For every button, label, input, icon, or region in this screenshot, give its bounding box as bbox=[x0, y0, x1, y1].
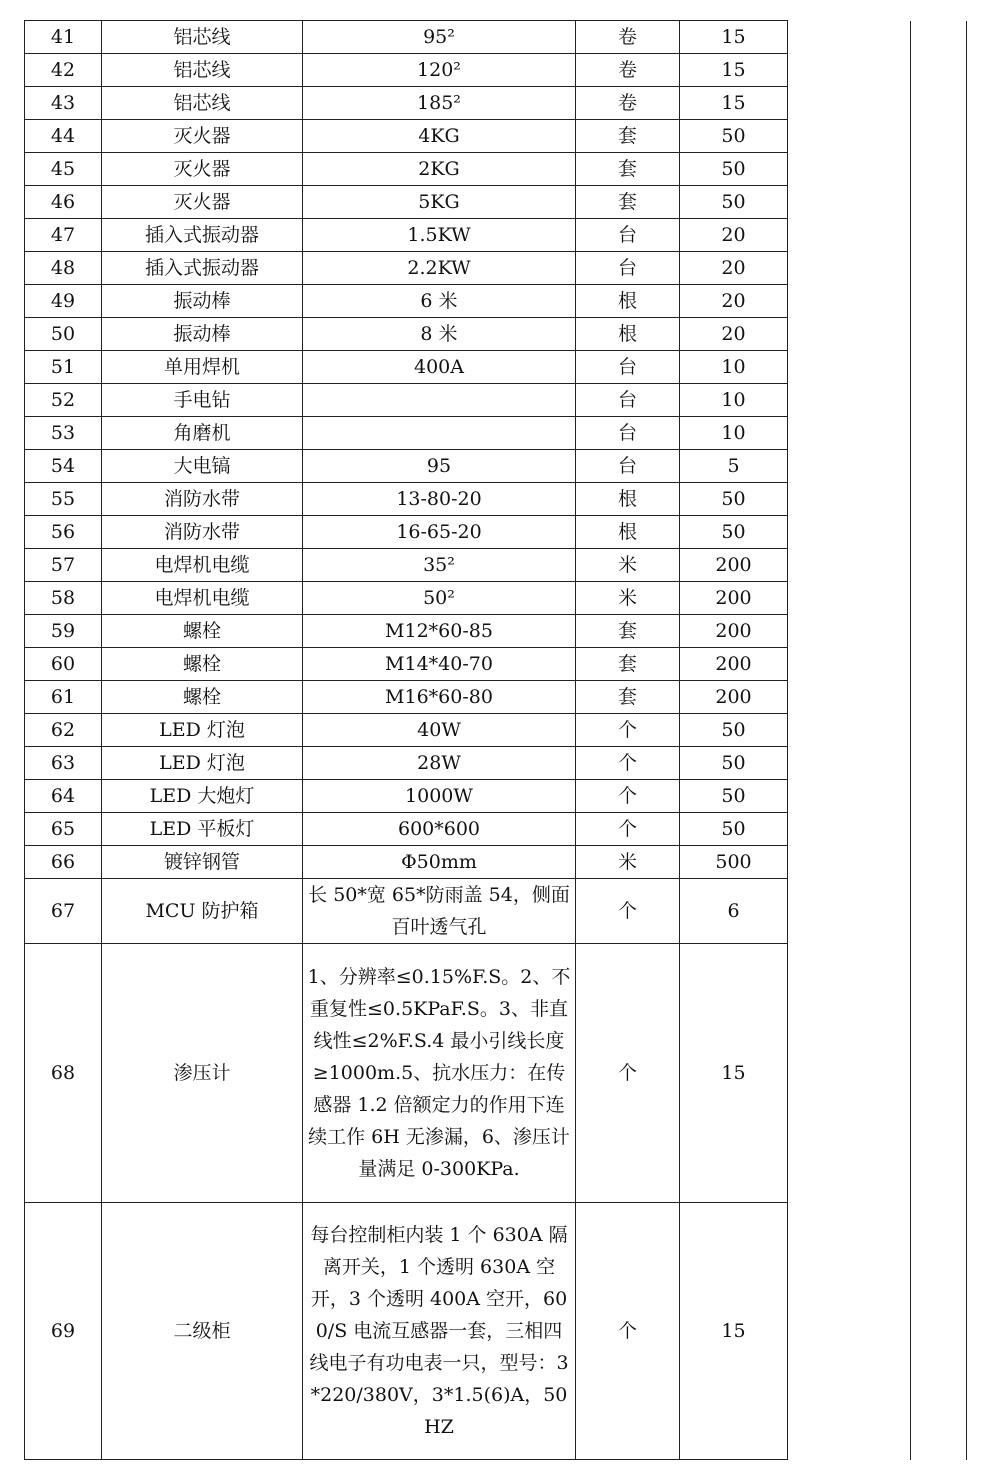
blank-cell bbox=[911, 516, 967, 549]
blank-cell bbox=[911, 252, 967, 285]
item-spec-cell: 长 50*宽 65*防雨盖 54，侧面百叶透气孔 bbox=[303, 879, 576, 944]
row-number-cell: 52 bbox=[25, 384, 102, 417]
item-name-cell: 灭火器 bbox=[102, 153, 303, 186]
table-row bbox=[25, 252, 967, 285]
item-name-cell: 手电钻 bbox=[102, 384, 303, 417]
row-number-cell: 49 bbox=[25, 285, 102, 318]
item-spec-cell: 2.2KW bbox=[303, 252, 576, 285]
item-qty-cell: 15 bbox=[680, 1203, 788, 1460]
table-row bbox=[25, 846, 967, 879]
blank-cell bbox=[911, 219, 967, 252]
table-row bbox=[25, 285, 967, 318]
item-qty-cell: 10 bbox=[680, 384, 788, 417]
item-unit-cell: 套 bbox=[576, 648, 680, 681]
item-spec-cell: 5KG bbox=[303, 186, 576, 219]
blank-cell bbox=[788, 944, 911, 1203]
item-name-cell: 插入式振动器 bbox=[102, 252, 303, 285]
blank-cell bbox=[788, 351, 911, 384]
row-number-cell: 48 bbox=[25, 252, 102, 285]
blank-cell bbox=[911, 681, 967, 714]
item-spec-cell: 4KG bbox=[303, 120, 576, 153]
item-unit-cell: 个 bbox=[576, 813, 680, 846]
item-spec-cell: 400A bbox=[303, 351, 576, 384]
item-spec-cell: 16-65-20 bbox=[303, 516, 576, 549]
item-qty-cell: 50 bbox=[680, 747, 788, 780]
blank-cell bbox=[911, 483, 967, 516]
row-number-cell: 63 bbox=[25, 747, 102, 780]
item-spec-cell: 185² bbox=[303, 87, 576, 120]
item-qty-cell: 50 bbox=[680, 516, 788, 549]
item-name-cell: 大电镐 bbox=[102, 450, 303, 483]
row-number-cell: 56 bbox=[25, 516, 102, 549]
blank-cell bbox=[788, 417, 911, 450]
blank-cell bbox=[911, 747, 967, 780]
item-unit-cell: 米 bbox=[576, 549, 680, 582]
blank-cell bbox=[911, 648, 967, 681]
item-name-cell: 消防水带 bbox=[102, 483, 303, 516]
blank-cell bbox=[788, 219, 911, 252]
blank-cell bbox=[788, 582, 911, 615]
row-number-cell: 50 bbox=[25, 318, 102, 351]
table-row bbox=[25, 549, 967, 582]
item-qty-cell: 15 bbox=[680, 944, 788, 1203]
table-row bbox=[25, 219, 967, 252]
item-unit-cell: 台 bbox=[576, 219, 680, 252]
table-row bbox=[25, 747, 967, 780]
table-row bbox=[25, 813, 967, 846]
item-unit-cell: 个 bbox=[576, 747, 680, 780]
item-spec-cell: 1000W bbox=[303, 780, 576, 813]
item-name-cell: 螺栓 bbox=[102, 681, 303, 714]
item-name-cell: 消防水带 bbox=[102, 516, 303, 549]
blank-cell bbox=[911, 417, 967, 450]
table-row bbox=[25, 714, 967, 747]
item-unit-cell: 个 bbox=[576, 780, 680, 813]
item-unit-cell: 根 bbox=[576, 483, 680, 516]
blank-cell bbox=[788, 615, 911, 648]
table-row bbox=[25, 681, 967, 714]
row-number-cell: 59 bbox=[25, 615, 102, 648]
item-unit-cell: 套 bbox=[576, 153, 680, 186]
blank-cell bbox=[788, 681, 911, 714]
table-row bbox=[25, 648, 967, 681]
item-unit-cell: 台 bbox=[576, 252, 680, 285]
blank-cell bbox=[788, 384, 911, 417]
blank-cell bbox=[788, 549, 911, 582]
blank-cell bbox=[788, 714, 911, 747]
blank-cell bbox=[911, 186, 967, 219]
table-row bbox=[25, 879, 967, 944]
item-unit-cell: 卷 bbox=[576, 87, 680, 120]
blank-cell bbox=[911, 21, 967, 54]
blank-cell bbox=[911, 846, 967, 879]
blank-cell bbox=[911, 582, 967, 615]
item-name-cell: 铝芯线 bbox=[102, 54, 303, 87]
item-name-cell: 振动棒 bbox=[102, 285, 303, 318]
blank-cell bbox=[788, 747, 911, 780]
item-qty-cell: 50 bbox=[680, 186, 788, 219]
table-row bbox=[25, 483, 967, 516]
blank-cell bbox=[788, 318, 911, 351]
item-spec-cell: M14*40-70 bbox=[303, 648, 576, 681]
item-qty-cell: 50 bbox=[680, 483, 788, 516]
table-row bbox=[25, 1203, 967, 1460]
item-unit-cell: 台 bbox=[576, 450, 680, 483]
item-unit-cell: 台 bbox=[576, 384, 680, 417]
table-row bbox=[25, 318, 967, 351]
item-qty-cell: 10 bbox=[680, 417, 788, 450]
blank-cell bbox=[788, 54, 911, 87]
row-number-cell: 62 bbox=[25, 714, 102, 747]
table-row bbox=[25, 450, 967, 483]
blank-cell bbox=[788, 813, 911, 846]
table-row bbox=[25, 87, 967, 120]
row-number-cell: 66 bbox=[25, 846, 102, 879]
row-number-cell: 64 bbox=[25, 780, 102, 813]
row-number-cell: 61 bbox=[25, 681, 102, 714]
item-name-cell: 镀锌钢管 bbox=[102, 846, 303, 879]
row-number-cell: 46 bbox=[25, 186, 102, 219]
item-qty-cell: 200 bbox=[680, 648, 788, 681]
item-spec-cell: 40W bbox=[303, 714, 576, 747]
item-unit-cell: 台 bbox=[576, 417, 680, 450]
item-name-cell: 插入式振动器 bbox=[102, 219, 303, 252]
item-spec-cell: M12*60-85 bbox=[303, 615, 576, 648]
blank-cell bbox=[911, 1203, 967, 1460]
item-unit-cell: 套 bbox=[576, 120, 680, 153]
blank-cell bbox=[911, 351, 967, 384]
table-row bbox=[25, 21, 967, 54]
item-qty-cell: 15 bbox=[680, 87, 788, 120]
item-name-cell: 铝芯线 bbox=[102, 21, 303, 54]
row-number-cell: 65 bbox=[25, 813, 102, 846]
item-name-cell: LED 灯泡 bbox=[102, 747, 303, 780]
blank-cell bbox=[911, 120, 967, 153]
row-number-cell: 57 bbox=[25, 549, 102, 582]
item-unit-cell: 个 bbox=[576, 944, 680, 1203]
item-name-cell: LED 灯泡 bbox=[102, 714, 303, 747]
blank-cell bbox=[911, 153, 967, 186]
item-qty-cell: 500 bbox=[680, 846, 788, 879]
blank-cell bbox=[788, 186, 911, 219]
table-body bbox=[25, 21, 967, 1460]
item-qty-cell: 50 bbox=[680, 780, 788, 813]
item-unit-cell: 个 bbox=[576, 879, 680, 944]
item-spec-cell: 每台控制柜内装 1 个 630A 隔离开关，1 个透明 630A 空开，3 个透明 400A 空开，600/S 电流互感器一套，三相四线电子有功电表一只，型号：3*220/380V，3*1.5(6)A，50HZ bbox=[303, 1203, 576, 1460]
item-unit-cell: 套 bbox=[576, 615, 680, 648]
item-qty-cell: 200 bbox=[680, 615, 788, 648]
blank-cell bbox=[788, 87, 911, 120]
item-spec-cell: Φ50mm bbox=[303, 846, 576, 879]
item-spec-cell: 8 米 bbox=[303, 318, 576, 351]
row-number-cell: 53 bbox=[25, 417, 102, 450]
blank-cell bbox=[788, 153, 911, 186]
item-qty-cell: 50 bbox=[680, 120, 788, 153]
table-row bbox=[25, 417, 967, 450]
blank-cell bbox=[911, 813, 967, 846]
item-unit-cell: 个 bbox=[576, 1203, 680, 1460]
item-qty-cell: 200 bbox=[680, 681, 788, 714]
item-qty-cell: 200 bbox=[680, 582, 788, 615]
blank-cell bbox=[788, 1203, 911, 1460]
item-unit-cell: 台 bbox=[576, 351, 680, 384]
item-unit-cell: 卷 bbox=[576, 21, 680, 54]
blank-cell bbox=[788, 285, 911, 318]
item-qty-cell: 15 bbox=[680, 54, 788, 87]
blank-cell bbox=[911, 318, 967, 351]
blank-cell bbox=[911, 944, 967, 1203]
item-unit-cell: 根 bbox=[576, 318, 680, 351]
row-number-cell: 55 bbox=[25, 483, 102, 516]
blank-cell bbox=[788, 450, 911, 483]
item-spec-cell: 35² bbox=[303, 549, 576, 582]
row-number-cell: 58 bbox=[25, 582, 102, 615]
item-spec-cell: 6 米 bbox=[303, 285, 576, 318]
item-unit-cell: 米 bbox=[576, 582, 680, 615]
item-qty-cell: 50 bbox=[680, 714, 788, 747]
row-number-cell: 54 bbox=[25, 450, 102, 483]
item-qty-cell: 10 bbox=[680, 351, 788, 384]
blank-cell bbox=[911, 285, 967, 318]
blank-cell bbox=[788, 120, 911, 153]
table-row bbox=[25, 351, 967, 384]
item-qty-cell: 50 bbox=[680, 813, 788, 846]
row-number-cell: 44 bbox=[25, 120, 102, 153]
item-spec-cell: 95² bbox=[303, 21, 576, 54]
blank-cell bbox=[788, 648, 911, 681]
item-unit-cell: 套 bbox=[576, 681, 680, 714]
item-unit-cell: 根 bbox=[576, 516, 680, 549]
row-number-cell: 60 bbox=[25, 648, 102, 681]
table-row bbox=[25, 615, 967, 648]
item-spec-cell: 1、分辨率≤0.15%F.S。2、不重复性≤0.5KPaF.S。3、非直线性≤2%F.S.4 最小引线长度≥1000m.5、抗水压力：在传感器 1.2 倍额定力的作用下连续工作 6H 无渗漏，6、渗压计量满足 0-300KPa. bbox=[303, 944, 576, 1203]
item-qty-cell: 20 bbox=[680, 285, 788, 318]
item-spec-cell: 120² bbox=[303, 54, 576, 87]
item-unit-cell: 个 bbox=[576, 714, 680, 747]
blank-cell bbox=[911, 714, 967, 747]
row-number-cell: 45 bbox=[25, 153, 102, 186]
item-spec-cell: 600*600 bbox=[303, 813, 576, 846]
table-row bbox=[25, 120, 967, 153]
item-spec-cell: 95 bbox=[303, 450, 576, 483]
blank-cell bbox=[788, 846, 911, 879]
item-spec-cell: 28W bbox=[303, 747, 576, 780]
item-qty-cell: 200 bbox=[680, 549, 788, 582]
table-row bbox=[25, 153, 967, 186]
row-number-cell: 68 bbox=[25, 944, 102, 1203]
item-name-cell: 电焊机电缆 bbox=[102, 582, 303, 615]
item-name-cell: 角磨机 bbox=[102, 417, 303, 450]
item-name-cell: LED 平板灯 bbox=[102, 813, 303, 846]
blank-cell bbox=[911, 87, 967, 120]
row-number-cell: 43 bbox=[25, 87, 102, 120]
row-number-cell: 51 bbox=[25, 351, 102, 384]
table-row bbox=[25, 516, 967, 549]
item-qty-cell: 50 bbox=[680, 153, 788, 186]
item-qty-cell: 20 bbox=[680, 219, 788, 252]
item-qty-cell: 15 bbox=[680, 21, 788, 54]
blank-cell bbox=[911, 780, 967, 813]
item-spec-cell: 13-80-20 bbox=[303, 483, 576, 516]
blank-cell bbox=[911, 450, 967, 483]
blank-cell bbox=[788, 516, 911, 549]
blank-cell bbox=[911, 54, 967, 87]
item-spec-cell: 50² bbox=[303, 582, 576, 615]
item-name-cell: 灭火器 bbox=[102, 186, 303, 219]
item-name-cell: MCU 防护箱 bbox=[102, 879, 303, 944]
item-name-cell: 振动棒 bbox=[102, 318, 303, 351]
item-spec-cell bbox=[303, 384, 576, 417]
item-name-cell: 铝芯线 bbox=[102, 87, 303, 120]
blank-cell bbox=[788, 252, 911, 285]
item-name-cell: 螺栓 bbox=[102, 615, 303, 648]
table-row bbox=[25, 186, 967, 219]
item-qty-cell: 20 bbox=[680, 318, 788, 351]
item-unit-cell: 米 bbox=[576, 846, 680, 879]
item-name-cell: 二级柜 bbox=[102, 1203, 303, 1460]
item-unit-cell: 套 bbox=[576, 186, 680, 219]
row-number-cell: 42 bbox=[25, 54, 102, 87]
table-row bbox=[25, 944, 967, 1203]
item-qty-cell: 20 bbox=[680, 252, 788, 285]
item-qty-cell: 5 bbox=[680, 450, 788, 483]
item-spec-cell: 1.5KW bbox=[303, 219, 576, 252]
table-row bbox=[25, 582, 967, 615]
blank-cell bbox=[911, 879, 967, 944]
table-row bbox=[25, 384, 967, 417]
item-unit-cell: 卷 bbox=[576, 54, 680, 87]
row-number-cell: 69 bbox=[25, 1203, 102, 1460]
blank-cell bbox=[911, 549, 967, 582]
table-row bbox=[25, 54, 967, 87]
row-number-cell: 67 bbox=[25, 879, 102, 944]
row-number-cell: 41 bbox=[25, 21, 102, 54]
item-name-cell: LED 大炮灯 bbox=[102, 780, 303, 813]
blank-cell bbox=[788, 879, 911, 944]
blank-cell bbox=[911, 615, 967, 648]
item-name-cell: 电焊机电缆 bbox=[102, 549, 303, 582]
item-name-cell: 灭火器 bbox=[102, 120, 303, 153]
row-number-cell: 47 bbox=[25, 219, 102, 252]
item-qty-cell: 6 bbox=[680, 879, 788, 944]
item-spec-cell: 2KG bbox=[303, 153, 576, 186]
blank-cell bbox=[788, 21, 911, 54]
blank-cell bbox=[788, 780, 911, 813]
item-unit-cell: 根 bbox=[576, 285, 680, 318]
equipment-table bbox=[24, 20, 967, 1460]
item-spec-cell bbox=[303, 417, 576, 450]
item-name-cell: 螺栓 bbox=[102, 648, 303, 681]
blank-cell bbox=[911, 384, 967, 417]
item-name-cell: 渗压计 bbox=[102, 944, 303, 1203]
item-name-cell: 单用焊机 bbox=[102, 351, 303, 384]
blank-cell bbox=[788, 483, 911, 516]
table-row bbox=[25, 780, 967, 813]
item-spec-cell: M16*60-80 bbox=[303, 681, 576, 714]
